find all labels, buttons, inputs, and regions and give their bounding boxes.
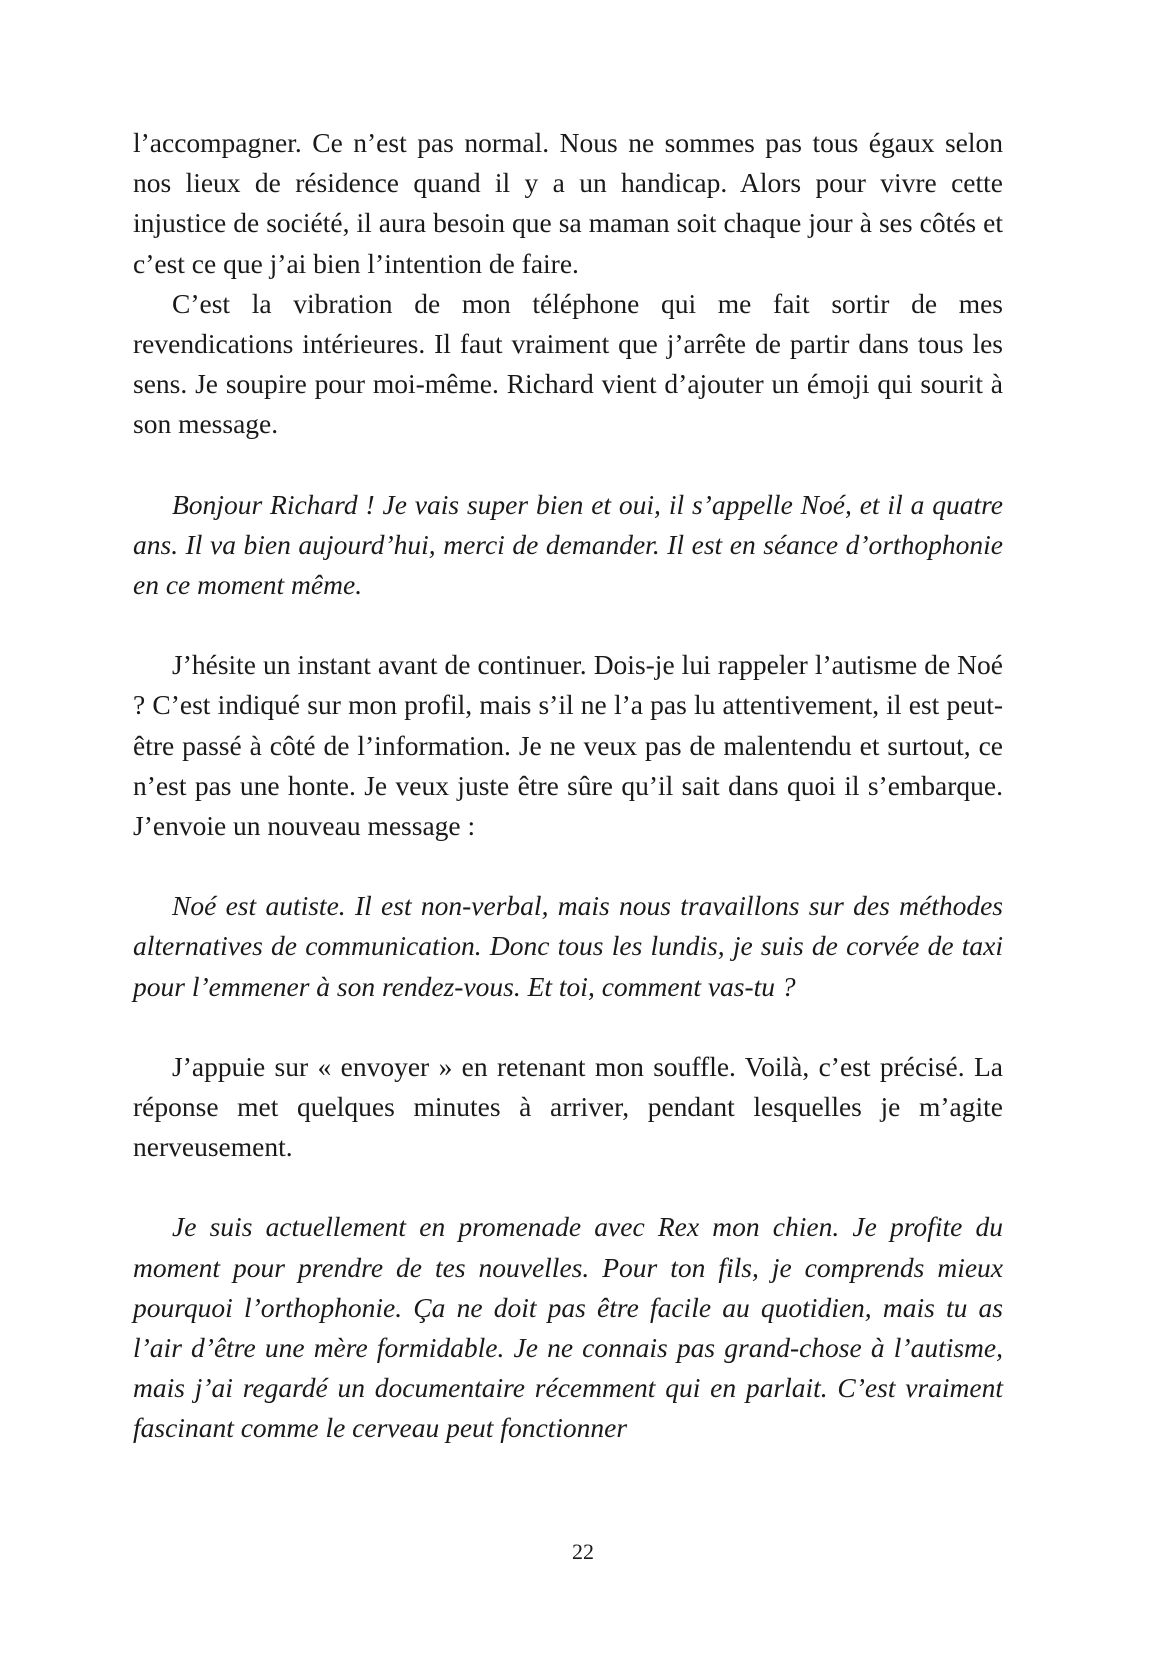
paragraph-1: l’accompagner. Ce n’est pas normal. Nous ne sommes pas tous égaux selon nos lieux de résidence quand il y a un handicap. Alors pour vivre cette injustice de société, il aura besoin que sa maman soit chaque jour à ses côtés et c’est ce que j’ai bien l’intention de faire. (133, 127, 1003, 279)
page-body (133, 123, 1003, 1449)
paragraph-3: J’hésite un instant avant de continuer. Dois-je lui rappeler l’autisme de Noé ? C’est indiqué sur mon profil, mais s’il ne l’a pas lu attentivement, il est peut-être passé à côté de l’information. Je ne veux pas de malentendu et surtout, ce n’est pas une honte. Je veux juste être sûre qu’il sait dans quoi il s’embarque. J’envoie un nouveau message : (133, 649, 1003, 842)
paragraph-gap (133, 1007, 1003, 1047)
page-number: 22 (572, 1539, 594, 1564)
paragraph-gap (133, 846, 1003, 886)
paragraph-gap (133, 605, 1003, 645)
message-1: Bonjour Richard ! Je vais super bien et oui, il s’appelle Noé, et il a quatre ans. Il va bien aujourd’hui, merci de demander. Il est en séance d’orthophonie en ce moment même. (133, 488, 1003, 601)
paragraph-2: C’est la vibration de mon téléphone qui me fait sortir de mes revendications intérieures. Il faut vraiment que j’arrête de partir dans tous les sens. Je soupire pour moi-même. Richard vient d’ajouter un émoji qui sourit à son message. (133, 287, 1003, 440)
paragraph-gap (133, 445, 1003, 485)
paragraph-gap (133, 1167, 1003, 1207)
message-3: Je suis actuellement en promenade avec Rex mon chien. Je profite du moment pour prendre de tes nouvelles. Pour ton fils, je comprends mieux pourquoi l’orthophonie. Ça ne doit pas être facile au quotidien, mais tu as l’air d’être une mère formidable. Je ne connais pas grand-chose à l’autisme, mais j’ai regardé un documentaire récemment qui en parlait. C’est vraiment fascinant comme le cerveau peut fonctionner (133, 1211, 1003, 1444)
message-2: Noé est autiste. Il est non-verbal, mais nous travaillons sur des méthodes alternatives de communication. Donc tous les lundis, je suis de corvée de taxi pour l’emmener à son rendez-vous. Et toi, comment vas-tu ? (133, 890, 1003, 1002)
paragraph-4: J’appuie sur « envoyer » en retenant mon souffle. Voilà, c’est précisé. La réponse met quelques minutes à arriver, pendant lesquelles je m’agite nerveusement. (133, 1050, 1003, 1163)
